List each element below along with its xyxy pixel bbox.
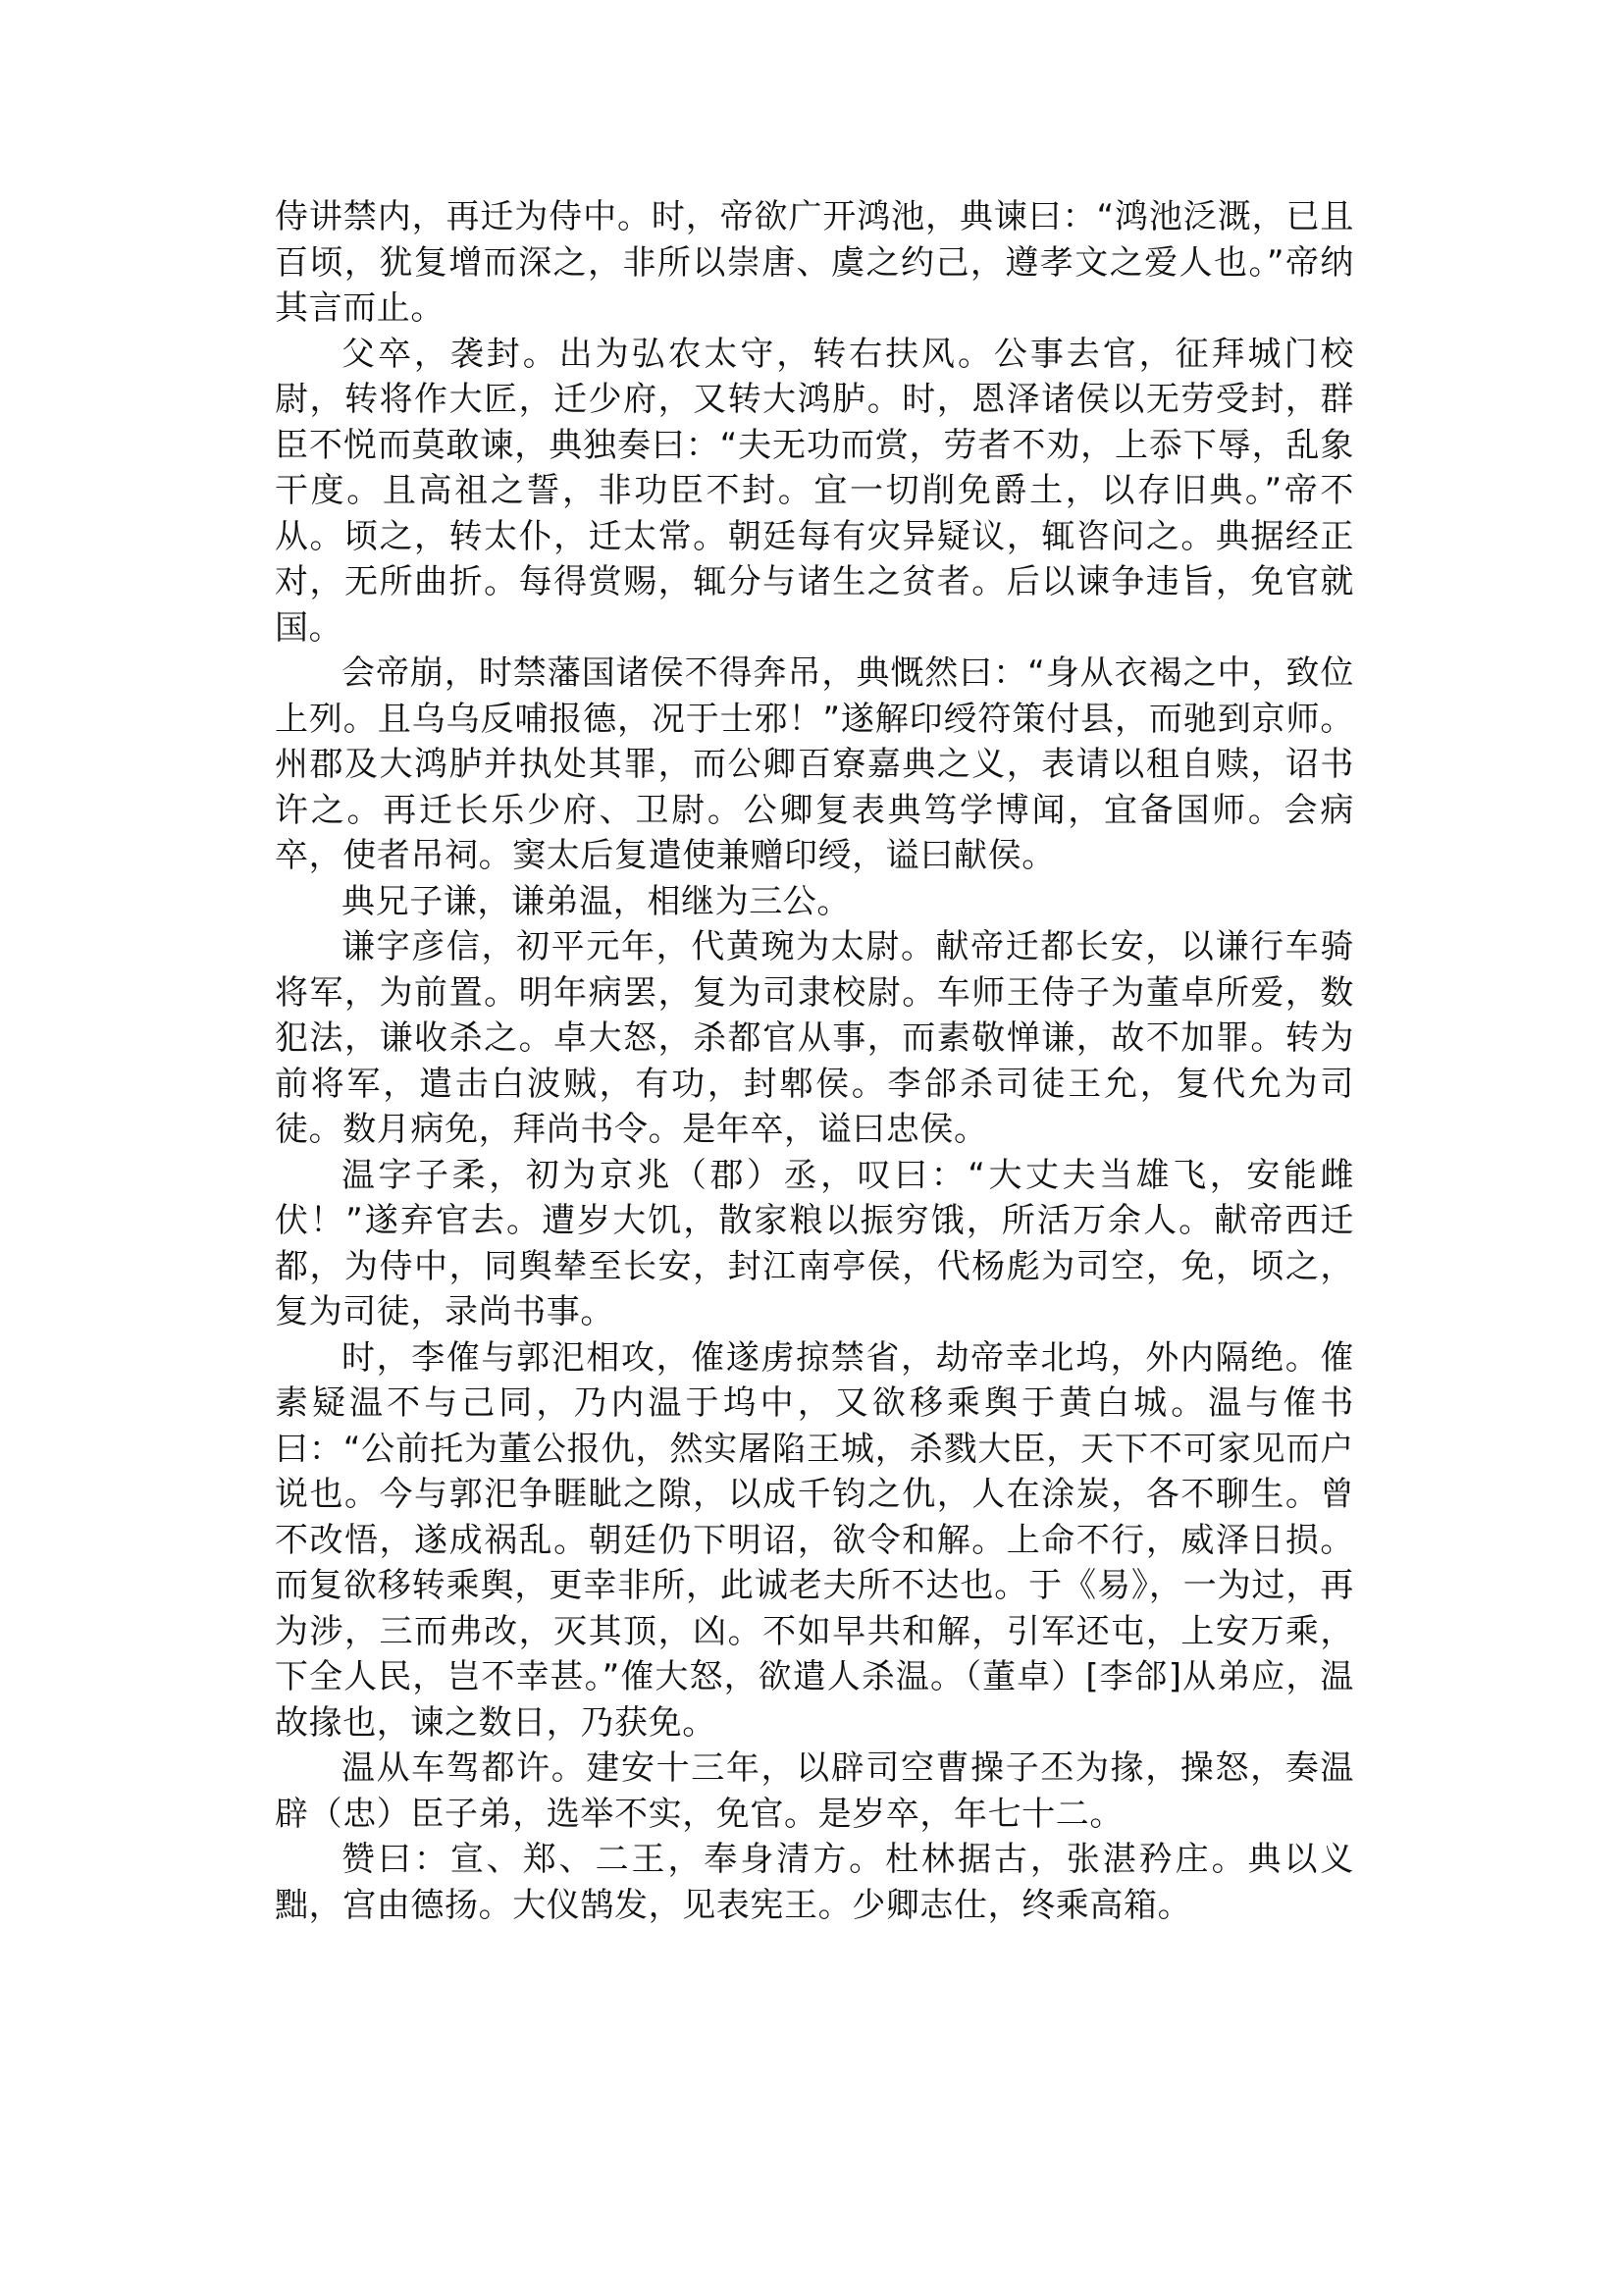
paragraph-1: 侍讲禁内，再迁为侍中。时，帝欲广开鸿池，典谏曰：“鸿池泛溉，已且百顷，犹复增而深之，非所以崇唐、虞之约己，遵孝文之爱人也。”帝纳其言而止。	[275, 197, 1354, 328]
paragraph-6: 温字子柔，初为京兆（郡）丞，叹曰：“大丈夫当雄飞，安能雌伏！”遂弃官去。遭岁大饥，散家粮以振穷饿，所活万余人。献帝西迁都，为侍中，同舆辇至长安，封江南亭侯，代杨彪为司空，免，顷之，复为司徒，录尚书事。	[275, 1155, 1354, 1331]
paragraph-5: 谦字彦信，初平元年，代黄琬为太尉。献帝迁都长安，以谦行车骑将军，为前置。明年病罢，复为司隶校尉。车师王侍子为董卓所爱，数犯法，谦收杀之。卓大怒，杀都官从事，而素敬惮谦，故不加罪。转为前将军，遣击白波贼，有功，封郫侯。李郃杀司徒王允，复代允为司徒。数月病免，拜尚书令。是年卒，谥曰忠侯。	[275, 927, 1354, 1149]
paragraph-2: 父卒，袭封。出为弘农太守，转右扶风。公事去官，征拜城门校尉，转将作大匠，迁少府，又转大鸿胪。时，恩泽诸侯以无劳受封，群臣不悦而莫敢谏，典独奏曰：“夫无功而赏，劳者不劝，上忝下辱，乱象干度。且高祖之誓，非功臣不封。宜一切削免爵土，以存旧典。”帝不从。顷之，转太仆，迁太常。朝廷每有灾异疑议，辄咨问之。典据经正对，无所曲折。每得赏赐，辄分与诸生之贫者。后以谏争违旨，免官就国。	[275, 334, 1354, 648]
body-text	[275, 194, 1354, 1928]
paragraph-4: 典兄子谦，谦弟温，相继为三公。	[341, 881, 851, 921]
paragraph-9: 赞曰：宣、郑、二王，奉身清方。杜林据古，张湛矜庄。典以义黜，宫由德扬。大仪鹄发，见表宪王。少卿志仕，终乘高箱。	[275, 1840, 1354, 1925]
paragraph-8: 温从车驾都许。建安十三年，以辟司空曹操子丕为掾，操怒，奏温辟（忠）臣子弟，选举不实，免官。是岁卒，年七十二。	[275, 1748, 1354, 1834]
paragraph-3: 会帝崩，时禁藩国诸侯不得奔吊，典慨然曰：“身从衣褐之中，致位上列。且乌乌反哺报德，况于士邪！”遂解印绶符策付县，而驰到京师。州郡及大鸿胪并执处其罪，而公卿百寮嘉典之义，表请以租自赎，诏书许之。再迁长乐少府、卫尉。公卿复表典笃学博闻，宜备国师。会病卒，使者吊祠。窦太后复遣使兼赠印绶，谥曰献侯。	[275, 653, 1354, 875]
paragraph-7: 时，李傕与郭汜相攻，傕遂虏掠禁省，劫帝幸北坞，外内隔绝。傕素疑温不与己同，乃内温于坞中，又欲移乘舆于黄白城。温与傕书曰：“公前托为董公报仇，然实屠陷王城，杀戮大臣，天下不可家见而户说也。今与郭汜争睚眦之隙，以成千钧之仇，人在涂炭，各不聊生。曾不改悟，遂成祸乱。朝廷仍下明诏，欲令和解。上命不行，威泽日损。而复欲移转乘舆，更幸非所，此诚老夫所不达也。于《易》，一为过，再为涉，三而弗改，灭其顶，凶。不如早共和解，引军还屯，上安万乘，下全人民，岂不幸甚。”傕大怒，欲遣人杀温。（董卓）[李郃]从弟应，温故掾也，谏之数日，乃获免。	[275, 1337, 1354, 1743]
